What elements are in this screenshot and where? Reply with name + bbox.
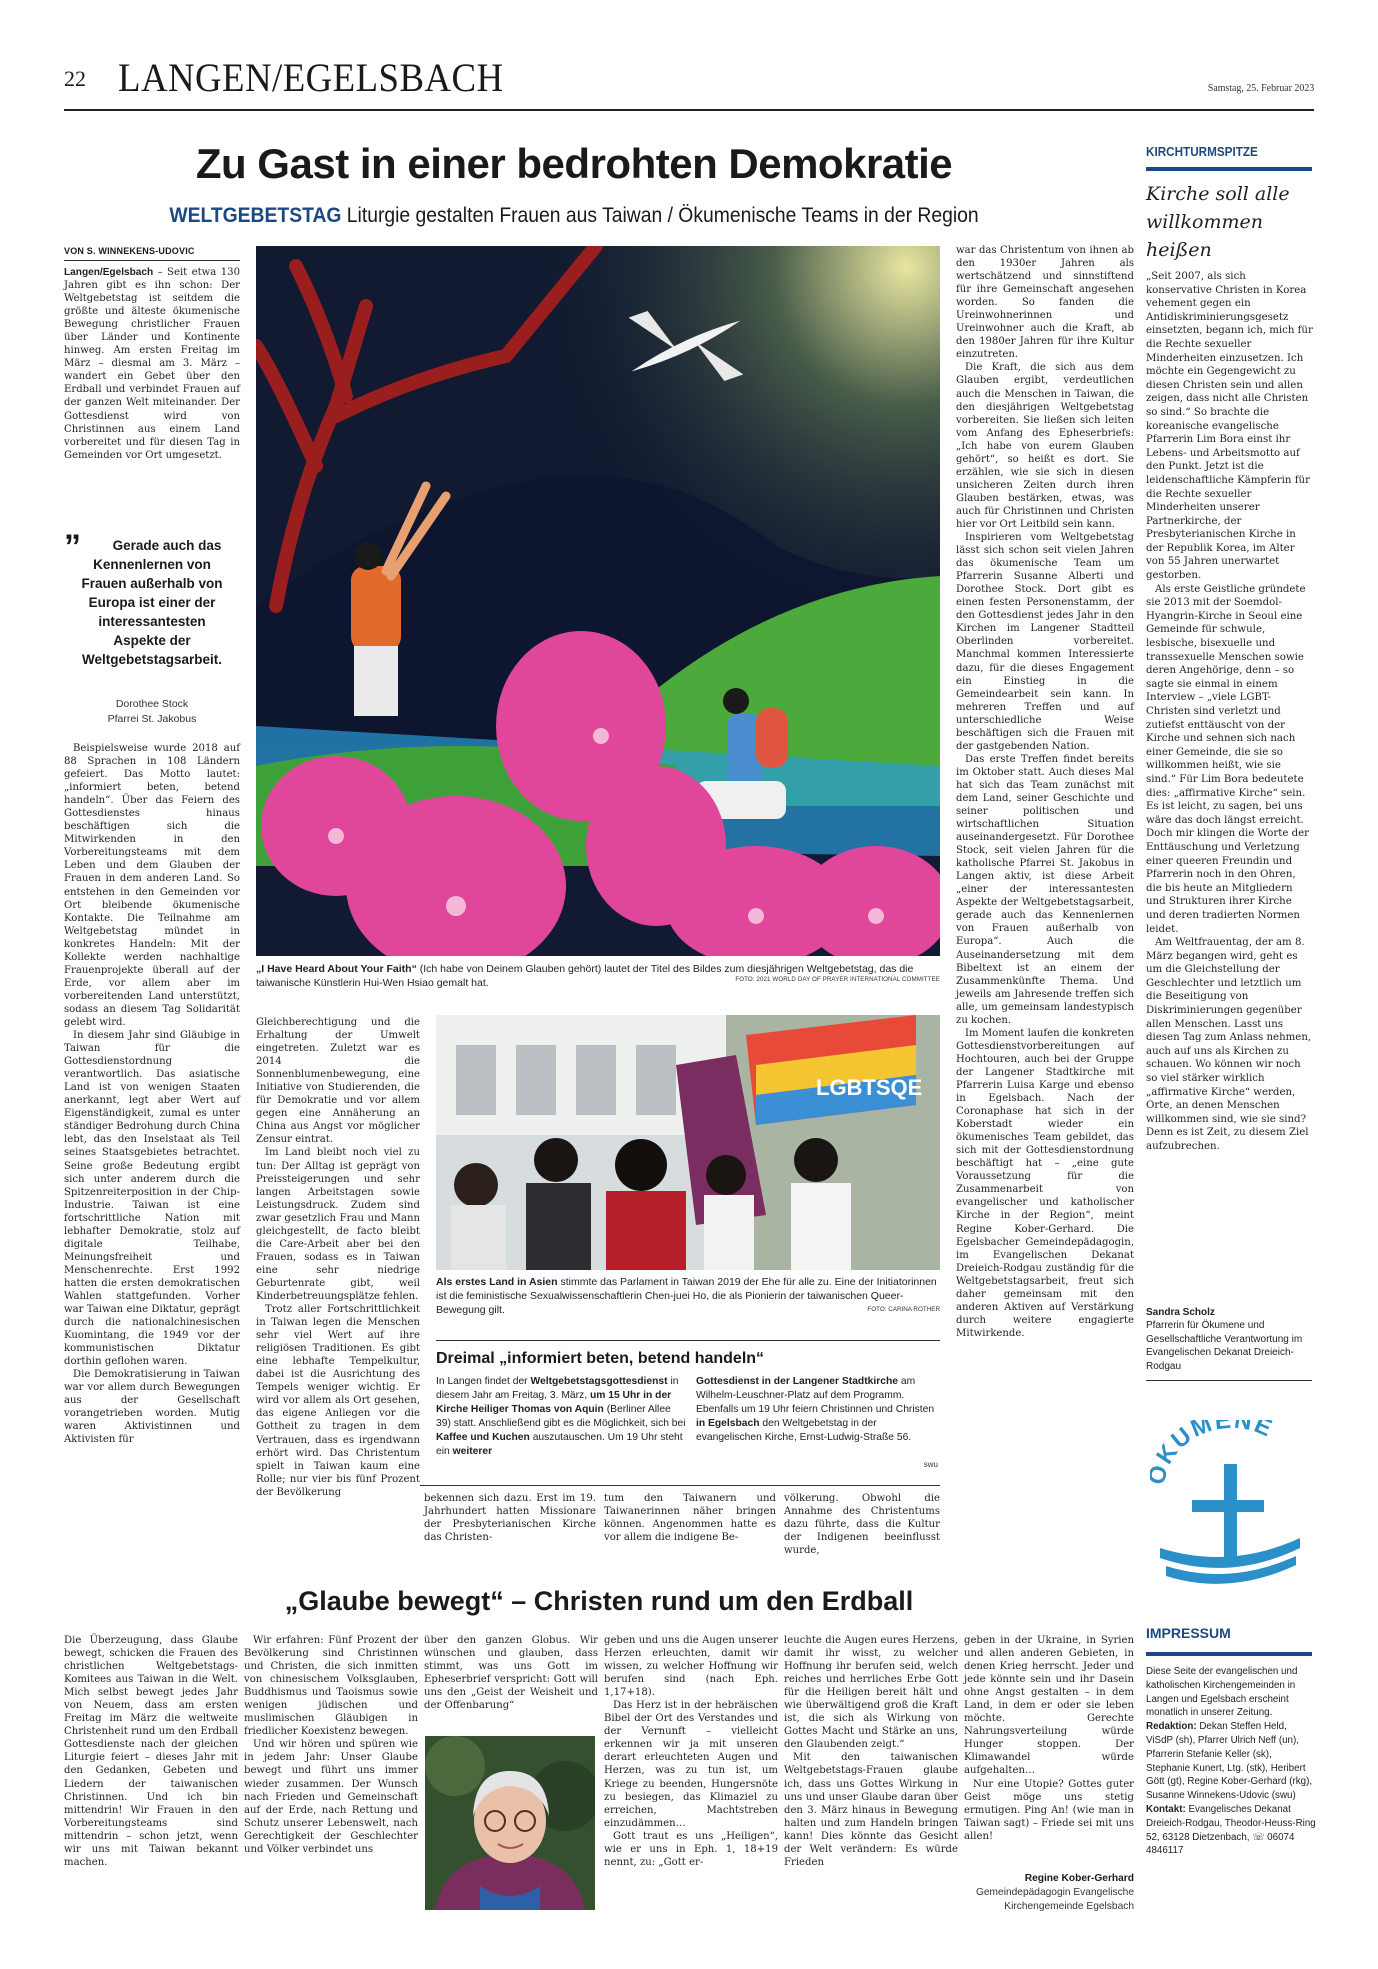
impressum-intro: Diese Seite der evangelischen und katholischen Kirchengemeinden in Langen und Egelsbach erscheint monatlich in unserer Zeitung. <box>1146 1666 1298 1719</box>
paragraph: Als erste Geistliche gründete sie 2013 mit der Soemdol-Hyangrin-Kirche in Seoul eine Gemeinde für schwule, lesbische, bisexuelle und transsexuelle Menschen sowie deren Angehörige, denn – so sagte sie einmal in einem Interview – „viele LGBT-Christen sind verletzt und zutiefst enttäuscht von der Kirche und sehnen sich nach einer Gemeinde, die sie so willkommen heißt, wie sie sind.“ Für Lim Bora bedeutete dies: „affirmative Kirche“ sein. Es ist leicht, zu sagen, bei uns wäre das doch längst erreicht. Doch mir klingen die Worte der Enttäuschung und Verletzung einer queeren Freundin und Pfarrerin noch in den Ohren, die bis heute an Mitgliedern und Strukturen ihrer Kirche und deren tradierten Normen leidet. <box>1146 583 1310 935</box>
pull-quote-line: Weltgebetstagsarbeit. <box>81 652 223 667</box>
paragraph: Die Überzeugung, dass Glaube bewegt, schicken die Frauen des christlichen Weltgebetstags-Komitees aus Taiwan in die Welt. Mich selbst bewegt jedes Jahr von Neuem, dass am ersten Freitag im März die weltweite Christenheit rund um den Erdball Gottesdienste nach der gleichen Liturgie feiert – dieses Jahr mit den Gedanken, Gebeten und Liedern der taiwanischen Christinnen. Und ich bin mittendrin! Wir Frauen in den Vorbereitungsteams sind mittendrin – schon jetzt, wenn wir uns mit Taiwan bekannt machen. <box>64 1635 238 1868</box>
paragraph: Die Kraft, die sich aus dem Glauben ergibt, verdeutlichen auch die Menschen in Taiwan, die den diesjährigen Weltgebetstag vorbereiten. Sie ließen sich leiten vom Anfang des Epheserbriefs: „Ich habe von eurem Glauben gehört“, so heißt es dort. Sie erzählen, wie sie sich in diesen unsicheren Zeiten durch ihren Glauben bestärken, etwas, was auch für Christinnen und Christen hier vor Ort Leitbild sein kann. <box>956 362 1134 530</box>
paragraph: geben und uns die Augen unserer Herzen erleuchten, damit wir wissen, zu welcher Hoffnung wir berufen sind (nach Eph. 1,17+18). <box>604 1635 778 1699</box>
infobox-text: am Wilhelm-Leuschner-Platz auf dem Programm. Ebenfalls um 19 Uhr feiern Christinnen und Christen <box>696 1376 935 1415</box>
paragraph: Und wir hören und spüren wie in jedem Jahr: Unser Glaube bewegt und führt uns immer wieder zusammen. Der Wunsch nach Frieden und Gemeinschaft auf der Erde, nach Rettung und Schutz unserer Lebenswelt, nach Gerechtigkeit der Geschlechter und Völker verbindet uns <box>244 1739 418 1855</box>
divider <box>420 1485 940 1486</box>
photo-caption-title: Als erstes Land in Asien <box>436 1276 558 1288</box>
paragraph: war das Christentum von ihnen ab den 1930er Jahren als wertschätzend und sinnstiftend für ihre Gemeinschaft angesehen worden. So fanden die Ureinwohnerinnen und Ureinwohner auch die Kraft, ab den 1980er Jahren für ihre Kultur einzutreten. <box>956 245 1134 361</box>
painting-caption-text: (Ich habe von Deinem Glauben gehört) lautet der Titel des Bildes zum diesjährigen Weltgebetstag, das die taiwanische Künstlerin Hui-Wen Hsiao gemalt hat. <box>256 963 914 989</box>
demonstration-photo-credit: FOTO: CARINA ROTHER <box>867 1306 940 1313</box>
paragraph: leuchte die Augen eures Herzens, damit ihr wisst, zu welcher Hoffnung ihr berufen seid, welch reiches und herrliches Erbe Gott für die Heiligen bereit hält und wie überwältigend groß die Kraft ist, die sich als Wirkung von Gottes Macht und Stärke an uns, den Glaubenden zeigt.“ <box>784 1635 958 1751</box>
impressum-text <box>1146 1665 1316 1858</box>
infobox-text-right <box>696 1375 940 1445</box>
impressum-redaktion: Dekan Steffen Held, ViSdP (sh), Pfarrer Ulrich Neff (un), Pfarrerin Stefanie Keller (sk), Stephanie Kunert, Ltg. (stk), Heribert Gött (gt), Regine Kober-Gerhard (rkg), Susanne Winnekens-Udovic (swu) <box>1146 1721 1313 1802</box>
byline: VON S. WINNEKENS-UDOVIC <box>64 246 240 261</box>
infobox-highlight: in Egelsbach <box>696 1418 760 1429</box>
impressum-rule <box>1146 1652 1312 1656</box>
sidebar-title: Kirche soll alle willkommen heißen <box>1146 183 1290 261</box>
pull-quote-author: Dorothee Stock <box>115 698 189 710</box>
paragraph: geben in der Ukraine, in Syrien und allen anderen Gebieten, in denen Krieg herrscht. Jeder und jede könnte sein und ihr Dasein ohne Angst gestalten – in dem Land, in dem er oder sie leben möchte. Gerechte Nahrungsverteilung würde Hunger stoppen. Der Klimawandel würde aufgehalten… <box>964 1635 1134 1777</box>
sidebar-author-role: Pfarrerin für Ökumene und Gesellschaftliche Verantwortung im Evangelischen Dekanat Dreieich-Rodgau <box>1146 1320 1303 1372</box>
impressum-kontakt-label: Kontakt: <box>1146 1803 1186 1815</box>
pull-quote-line: Frauen außerhalb von <box>81 576 223 591</box>
article-kicker: WELTGEBETSTAG <box>169 204 342 227</box>
paragraph: Beispielsweise wurde 2018 auf 88 Sprachen in 108 Ländern gefeiert. Das Motto lautet: „informiert beten, betend handeln“. Über das Feiern des Gottesdienstes hinaus beschäftigen sich die Mitwirkenden in den Vorbereitungsteams mit dem Leben und dem Glauben der Frauen in dem anderen Land. So entstehen in den Gemeinden vor Ort bleibende ökumenische Kontakte. Die Teilnahme am Weltgebetstag mündet in konkretes Handeln: Mit der Kollekte werden nachhaltige Frauenprojekte überall auf der Erde, vor allem aber im vorbereitenden Land unterstützt, sodass an diesem Tag Solidarität gelebt wird. <box>64 743 240 1028</box>
impressum-label: IMPRESSUM <box>1146 1625 1231 1641</box>
banner-text: LGBTSQE <box>816 1075 923 1100</box>
article-headline: Zu Gast in einer bedrohten Demokratie <box>195 140 953 187</box>
page-number: 22 <box>64 66 86 91</box>
article-subline-text: Liturgie gestalten Frauen aus Taiwan / Ökumenische Teams in der Region <box>346 204 979 227</box>
infobox-text: In Langen findet der <box>436 1376 531 1387</box>
paragraph: Das erste Treffen findet bereits im Oktober statt. Auch dieses Mal hat sich das Team zunächst mit dem Land, seiner Geschichte und seiner politischen und wirtschaftlichen Situation auseinandergesetzt. Für Dorothee Stock, seit vielen Jahren für die katholische Pfarrei St. Jakobus in Langen aktiv, ist diese Arbeit „einer der interessantesten Aspekte der Weltgebetstagsarbeit, gerade auch das Kennenlernen von Frauen außerhalb von Europa“. Auch die Auseinandersetzung mit dem Bibeltext ist an einem der Zusammenkünfte Thema. Und jeweils am Jahresende treffen sich alle, um gemeinsam landestypisch zu kochen. <box>956 753 1134 1026</box>
infobox-highlight: um 15 Uhr in der Kirche Heiliger Thomas von Aquin <box>436 1390 672 1415</box>
section-title: LANGEN/EGELSBACH <box>118 55 504 100</box>
article-column-2 <box>256 1016 420 1499</box>
article-column-1 <box>64 742 240 1447</box>
demonstration-photo-illustration <box>436 1015 940 1270</box>
paragraph: Wir erfahren: Fünf Prozent der Bevölkerung sind Christinnen und Christen, die sich inmitten von chinesischem Volksglauben, Buddhismus und Taoismus sowie wenigen jüdischen und muslimischen Gläubigen in friedlicher Koexistenz bewegen. <box>244 1635 418 1738</box>
header-rule <box>64 109 1314 111</box>
pull-quote-line: Kennenlernen von <box>93 557 211 572</box>
bottom-article-column <box>604 1634 778 1869</box>
demonstration-photo-caption <box>436 1275 940 1317</box>
bottom-article-column <box>64 1634 238 1869</box>
bottom-article-headline: „Glaube bewegt“ – Christen rund um den Erdball <box>284 1586 914 1616</box>
divider <box>436 1340 940 1341</box>
infobox-text: (Berliner Allee 39) statt. Anschließend gibt es die Möglichkeit, sich bei <box>436 1404 686 1429</box>
painting-illustration <box>256 246 940 956</box>
infobox-text: in diesem Jahr am Freitag, 3. März, <box>436 1376 679 1401</box>
sidebar-label: KIRCHTURMSPITZE <box>1146 144 1258 159</box>
sidebar-author-name: Sandra Scholz <box>1146 1307 1215 1318</box>
paragraph: Nur eine Utopie? Gottes guter Geist möge uns stetig ermutigen. Ping An! (wie man in Taiwan sagt) – Friede sei mit uns allen! <box>964 1778 1134 1842</box>
pull-quote-text <box>64 536 240 669</box>
infobox-highlight: Kaffee und Kuchen <box>436 1432 530 1443</box>
impressum-kontakt: Evangelisches Dekanat Dreieich-Rodgau, Theodor-Heuss-Ring 52, 63128 Dietzenbach, ☏ 06074 4846117 <box>1146 1803 1316 1857</box>
pull-quote-attribution <box>64 697 240 727</box>
infobox-highlight: weiterer <box>452 1446 493 1457</box>
oekumene-ship-cross-icon <box>1150 1420 1310 1600</box>
bottom-article-column <box>964 1634 1134 1843</box>
sidebar-body <box>1146 270 1314 1154</box>
quote-mark-icon: ” <box>64 528 81 566</box>
bottom-article-column <box>244 1634 418 1856</box>
article-subline <box>105 204 1043 228</box>
infobox-highlight: Gottesdienst in der Langener Stadtkirche <box>696 1376 898 1387</box>
paragraph: Gleichberechtigung und die Erhaltung der Umwelt eingetreten. Zuletzt war es 2014 die Sonnenblumenbewegung, eine Initiative von Studierenden, die für Demokratie und vor allem gegen eine Annäherung an China aus Angst vor möglicher Zensur eintrat. <box>256 1017 420 1146</box>
bottom-article-author: Regine Kober-Gerhard <box>1024 1873 1134 1884</box>
paragraph: Am Weltfrauentag, der am 8. März begangen wird, geht es um die Gleichstellung der Geschlechter und letztlich um die Beseitigung von Diskriminierungen gegenüber allen Menschen. Lasst uns diesen Tag zum Anlass nehmen, auch auf uns als Kirchen zu schauen. Wo können wir noch so viel stärker wirklich „affirmative Kirche“ werden, Orte, an denen Menschen willkommen sind, wie sie sind? Denn es ist Zeit, zu diesem Ziel aufzubrechen. <box>1146 937 1312 1152</box>
article-continuation-column: tum den Taiwanern und Taiwanerinnen näher bringen können. Angenommen hatte es vor allem die indigene Be- <box>604 1493 776 1544</box>
article-continuation-column: bekennen sich dazu. Erst im 19. Jahrhundert hatten Missionare der Presbyterianischen Kirche das Christen- <box>424 1493 596 1544</box>
paragraph: In diesem Jahr sind Gläubige in Taiwan für die Gottesdienstordnung verantwortlich. Das asiatische Land ist von wenigen Staaten anerkannt, legt aber Wert auf Eigenständigkeit, zumal es unter ständiger Bedrohung durch China lebt, das den Inselstaat als Teil seines Staatsgebietes betrachtet. Seine große Bedeutung ergibt sich unter anderem durch die Spitzenreiterposition in der Chip-Industrie. Taiwan ist eine fortschrittliche Nation mit lebhafter Demokratie, stolz auf digitale Teilhabe, Meinungsfreiheit und Menschenrechte. Erst 1992 hatten die ersten demokratischen Wahlen stattgefunden. Vorher war Taiwan eine Diktatur, geprägt durch die nationalchinesischen Kuomintang, die 1949 vor der kommunistischen Diktatur dorthin geflohen waren. <box>64 1030 240 1368</box>
dateline: Langen/Egelsbach <box>64 267 154 278</box>
infobox-text-left <box>436 1375 688 1459</box>
sidebar-rule <box>1146 167 1312 171</box>
paragraph: Das Herz ist in der hebräischen Bibel der Ort des Verstandes und der Vernunft – vielleicht erkennen wir ja mit unseren derart erleuchteten Augen und Herzen, was zu tun ist, um Kriege zu beenden, Hungersnöte zu besiegen, das Klimaziel zu erreichen, Machtstreben einzudämmen… <box>604 1700 778 1829</box>
author-portrait <box>425 1736 595 1910</box>
paragraph: Die Demokratisierung in Taiwan war vor allem durch Bewegungen aus der Gesellschaft vorangetrieben worden. Mutig waren Aktivistinnen und Aktivisten für <box>64 1369 240 1446</box>
paragraph: über den ganzen Globus. Wir wünschen und glauben, dass stimmt, was uns Gott im Epheserbrief verspricht: Gott will uns den „Geist der Weisheit und der Offenbarung“ <box>424 1635 598 1712</box>
painting-caption-title: „I Have Heard About Your Faith“ <box>256 963 417 975</box>
paragraph: „Seit 2007, als sich konservative Christen in Korea vehement gegen ein Antidiskriminierungsgesetz einsetzten, begann ich, mich für die Rechte sexueller Minderheiten einzusetzen. Ich möchte ein Gegengewicht zu diesen Christen sein und allen zeigen, dass nicht alle Christen so sind.“ So brachte die koreanische evangelische Pfarrerin Lim Bora einst ihr Lebens- und Arbeitsmotto auf den Punkt. Jetzt ist die leidenschaftliche Kämpferin für die Rechte sexueller Minderheiten unserer Partnerkirche, der Presbyterianischen Kirche in der Republik Korea, im Alter von 55 Jahren unerwartet gestorben. <box>1146 271 1313 582</box>
bottom-article-signature <box>964 1872 1134 1914</box>
paragraph: Inspirieren vom Weltgebetstag lässt sich schon seit vielen Jahren das ökumenische Team um Pfarrerin Susanne Alberti und Dorothee Stock. Dort gibt es einen festen Personenstamm, der den Gottesdienst jedes Jahr in den Kirchen im Langener Stadtteil Oberlinden vorbereitet. Manchmal kommen Interessierte dazu, für die dieses Engagement ein Einstieg in die Gemeindearbeit sein kann. In mehreren Treffen und auf unterschiedliche Weise beschäftigen sich die Frauen mit der gastgebenden Nation. <box>956 532 1134 752</box>
paragraph: Trotz aller Fortschrittlichkeit in Taiwan legen die Menschen sehr viel Wert auf ihre religiösen Traditionen. Es gibt eine lebhafte Tempelkultur, dabei ist die Ausrichtung des Tempels weniger wichtig. Er wird vor allem als Ort gesehen, das eigene Anliegen vor die Gottheit zu tragen in dem Vertrauen, dass es irgendwann erhört wird. Das Christentum spielt in Taiwan kaum eine Rolle; nur vier bis fünf Prozent der Bevölkerung <box>256 1304 420 1498</box>
intro-text: – Seit etwa 130 Jahren gibt es ihn schon: Der Weltgebetstag ist seitdem die größte und älteste ökumenische Bewegung christlicher Frauen über Länder und Kontinente hinweg. Am ersten Freitag im März – diesmal am 3. März – wandert ein Gebet über den Erdball und verbindet Frauen auf der ganzen Welt miteinander. Der Gottesdienst wird von Christinnen aus einem Land vorbereitet und für diesen Tag in Gemeinden vor Ort umgesetzt. <box>64 267 240 461</box>
portrait-illustration <box>425 1736 595 1910</box>
paragraph: Mit den taiwanischen Weltgebetstags-Frauen glaube ich, dass uns Gottes Wirkung in uns und unser Glaube daran über den 3. März hinaus in Bewegung halten und zum Handeln bringen kann! Dies könnte das Gesicht der Welt verändern: Es würde Frieden <box>784 1752 958 1868</box>
photo-caption-text: stimmte das Parlament in Taiwan 2019 der Ehe für alle zu. Eine der Initiatorinnen ist die feministische Sexualwissenschaftlerin Chen-juei Ho, die als Pionierin der taiwanischen Queer-Bewegung gilt. <box>436 1276 937 1316</box>
impressum-redaktion-label: Redaktion: <box>1146 1721 1197 1733</box>
divider <box>1146 1380 1312 1381</box>
painting-credit: FOTO: 2021 WORLD DAY OF PRAYER INTERNATIONAL COMMITTEE <box>735 976 940 983</box>
infobox-highlight: Weltgebetstagsgottesdienst <box>530 1376 668 1387</box>
bottom-article-column <box>424 1634 598 1712</box>
paragraph: Gott traut es uns „Heiligen“, wie er uns in Eph. 1, 18+19 nennt, zu: „Gott er- <box>604 1830 778 1868</box>
pull-quote-line: Aspekte der <box>113 633 191 648</box>
infobox-text: auszutauschen. Um 19 Uhr steht ein <box>436 1432 683 1457</box>
pull-quote-line: Europa ist einer der <box>88 595 216 610</box>
issue-date: Samstag, 25. Februar 2023 <box>1207 82 1314 94</box>
demonstration-photo <box>436 1015 940 1270</box>
infobox-signature: swu <box>923 1460 938 1469</box>
paragraph: Im Land bleibt noch viel zu tun: Der Alltag ist geprägt von Preissteigerungen und sehr langen Arbeitstagen sowie Leistungsdruck. Zudem sind zwar gesetzlich Frau und Mann gleichgestellt, de facto bleibt die Care-Arbeit aber bei den Frauen, sodass es in Taiwan eine sehr niedrige Geburtenrate gibt, weil Kinderbetreuungsplätze fehlen. <box>256 1147 420 1302</box>
paragraph: Im Moment laufen die konkreten Gottesdienstvorbereitungen auf Hochtouren, auch bei der Gruppe der Langener Stadtkirche mit Pfarrerin Luisa Karge und ebenso in Egelsbach. Nach der Coronaphase hat sich in der Koberstadt wieder ein ökumenisches Team gebildet, das sich mit der Gottesdienstordnung beschäftigt hat – „eine gute Voraussetzung für die Zusammenarbeit von evangelischer und katholischer Kirche in der Region“, meint Regine Kober-Gerhard. Die Egelsbacher Gemeindepädagogin, im Evangelischen Dekanat Dreieich-Rodgau zuständig für die Weltgebetstagsarbeit, freut sich daher gemeinsam mit den anderen Aktiven auf Verstärkung durch weitere engagierte Mitwirkende. <box>956 1027 1134 1339</box>
sidebar-author <box>1146 1306 1314 1373</box>
article-column-3 <box>956 244 1134 1340</box>
bottom-article-column <box>784 1634 958 1869</box>
pull-quote-affiliation: Pfarrei St. Jakobus <box>107 713 197 725</box>
oekumene-logo <box>1150 1420 1310 1600</box>
infobox-title: Dreimal „informiert beten, betend handeln“ <box>436 1350 765 1367</box>
pull-quote <box>64 528 240 669</box>
svg-text:ÖKUMENE <box>1150 1420 1278 1487</box>
article-continuation-column: völkerung. Obwohl die Annahme des Christentums dazu führte, dass die Kultur der Indigenen beeinflusst wurde, <box>784 1493 940 1557</box>
infobox-text: den Weltgebetstag in der evangelischen Kirche, Ernst-Ludwig-Straße 56. <box>696 1418 912 1443</box>
article-column-1-intro <box>64 266 240 462</box>
painting-image <box>256 246 940 956</box>
bottom-article-author-role: Gemeindepädagogin Evangelische Kirchengemeinde Egelsbach <box>975 1887 1134 1912</box>
pull-quote-line: Gerade auch das <box>112 538 222 553</box>
pull-quote-line: interessantesten <box>98 614 206 629</box>
logo-text: KUMENE <box>1151 1420 1278 1470</box>
